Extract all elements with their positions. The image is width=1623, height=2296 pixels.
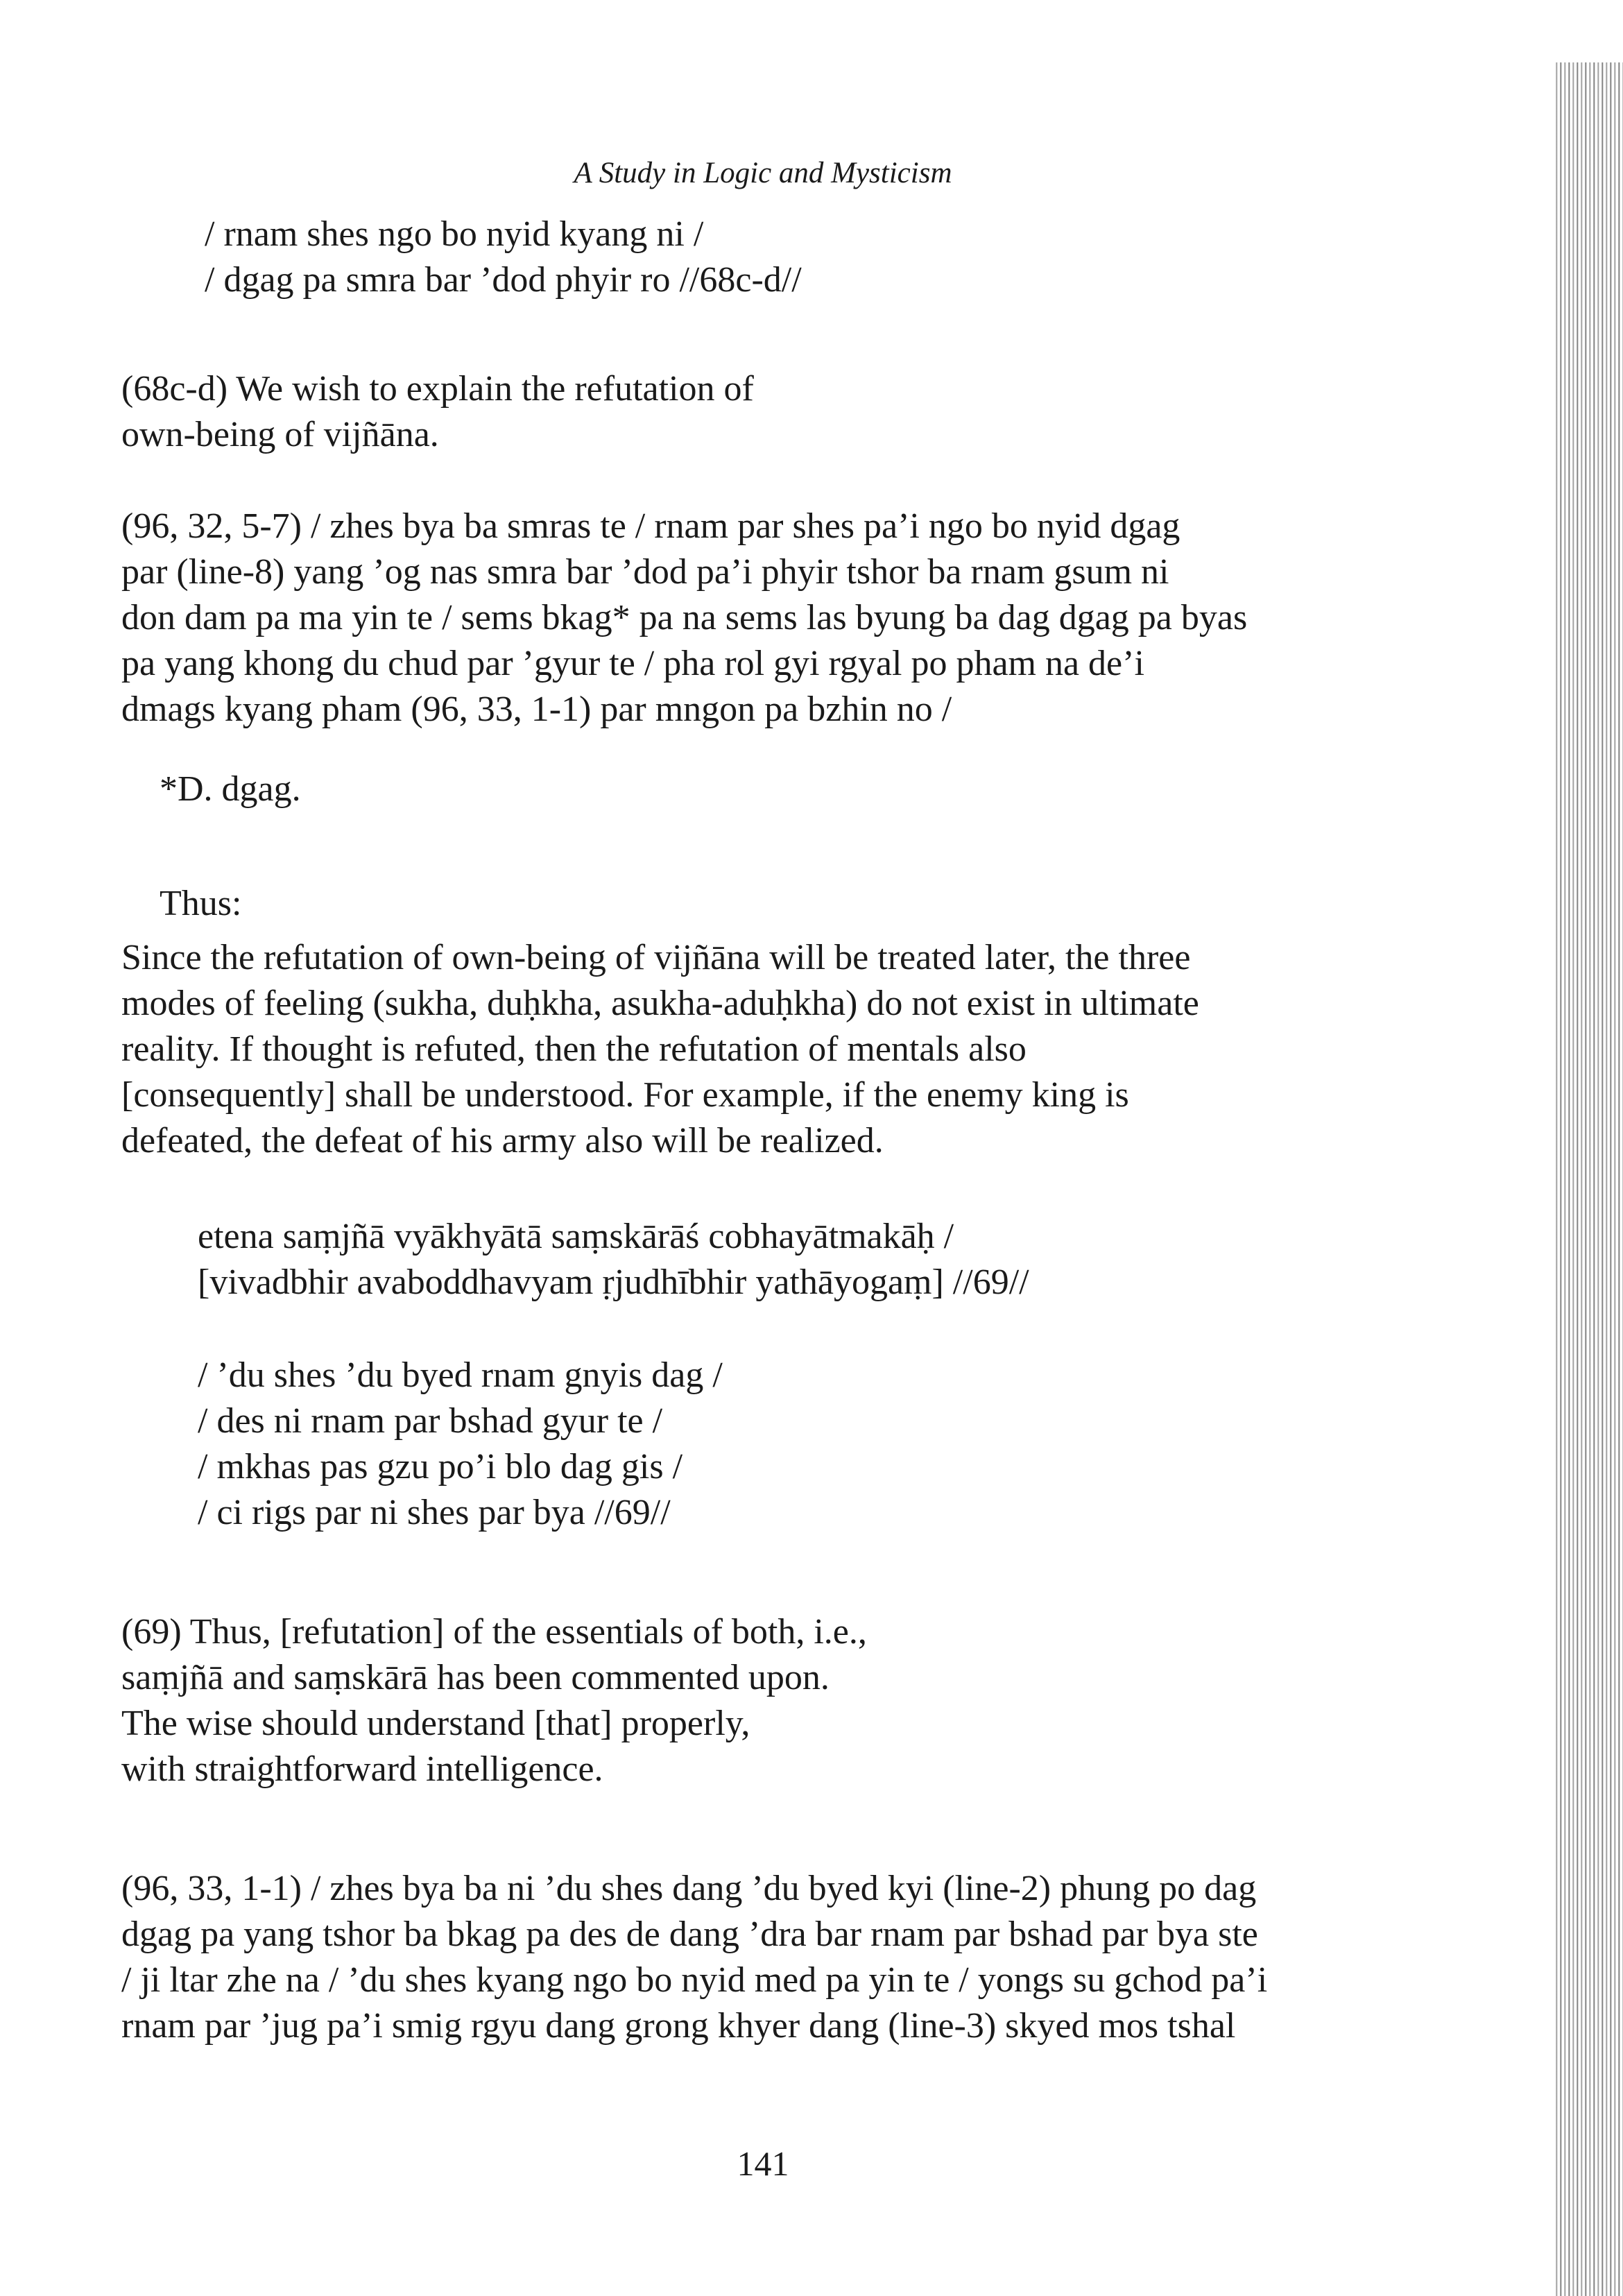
- translation-line: (69) Thus, [refutation] of the essentials of both, i.e.,: [121, 1612, 867, 1652]
- commentary-line: dgag pa yang tshor ba bkag pa des de dang ’dra bar rnam par bshad par bya ste: [121, 1914, 1258, 1954]
- commentary-line: pa yang khong du chud par ’gyur te / pha rol gyi rgyal po pham na de’i: [121, 644, 1144, 683]
- translation-69: [121, 1609, 867, 1792]
- paragraph-line: reality. If thought is refuted, then the refutation of mentals also: [121, 1029, 1027, 1069]
- translation-line: own-being of vijñāna.: [121, 415, 439, 454]
- sanskrit-verse-69: [198, 1214, 1029, 1305]
- commentary-96-33: [121, 1866, 1391, 2049]
- commentary-96-32: [121, 504, 1391, 733]
- commentary-line: par (line-8) yang ’og nas smra bar ’dod pa’i phyir tshor ba rnam gsum ni: [121, 552, 1169, 592]
- verse-line: / des ni rnam par bshad gyur te /: [198, 1401, 663, 1441]
- translation-line: (68c-d) We wish to explain the refutation of: [121, 369, 754, 409]
- paragraph-line: modes of feeling (sukha, duḥkha, asukha-aduḥkha) do not exist in ultimate: [121, 984, 1199, 1023]
- translation-line: The wise should understand [that] properly,: [121, 1704, 750, 1743]
- verse-line: / mkhas pas gzu po’i blo dag gis /: [198, 1447, 683, 1487]
- verse-line: / ci rigs par ni shes par bya //69//: [198, 1493, 671, 1532]
- thus-paragraph: [121, 935, 1391, 1164]
- translation-68cd: [121, 366, 754, 458]
- commentary-line: don dam pa ma yin te / sems bkag* pa na sems las byung ba dag dgag pa byas: [121, 598, 1248, 637]
- thus-label: Thus:: [160, 884, 242, 923]
- commentary-line: (96, 33, 1-1) / zhes bya ba ni ’du shes dang ’du byed kyi (line-2) phung po dag: [121, 1869, 1257, 1908]
- paragraph-line: Since the refutation of own-being of vijñāna will be treated later, the three: [121, 938, 1191, 977]
- commentary-line: (96, 32, 5-7) / zhes bya ba smras te / rnam par shes pa’i ngo bo nyid dgag: [121, 506, 1180, 546]
- commentary-line: dmags kyang pham (96, 33, 1-1) par mngon pa bzhin no /: [121, 689, 952, 729]
- verse-line: / dgag pa smra bar ’dod phyir ro //68c-d//: [205, 260, 802, 300]
- commentary-line: rnam par ’jug pa’i smig rgyu dang grong khyer dang (line-3) skyed mos tshal: [121, 2006, 1236, 2046]
- verse-line: [vivadbhir avaboddhavyam ṛjudhībhir yathāyogaṃ] //69//: [198, 1262, 1029, 1302]
- translation-line: with straightforward intelligence.: [121, 1749, 603, 1789]
- translation-line: saṃjñā and saṃskārā has been commented upon.: [121, 1658, 830, 1697]
- verse-line: / rnam shes ngo bo nyid kyang ni /: [205, 214, 704, 254]
- verse-line: / ’du shes ’du byed rnam gnyis dag /: [198, 1355, 723, 1395]
- scan-binding-edge: [1554, 62, 1623, 2296]
- tibetan-verse-69: [198, 1353, 723, 1536]
- page-number: 141: [737, 2144, 789, 2183]
- paragraph-line: defeated, the defeat of his army also will be realized.: [121, 1121, 884, 1160]
- commentary-line: / ji ltar zhe na / ’du shes kyang ngo bo nyid med pa yin te / yongs su gchod pa’i: [121, 1960, 1268, 2000]
- running-header: A Study in Logic and Mysticism: [574, 157, 952, 189]
- paragraph-line: [consequently] shall be understood. For example, if the enemy king is: [121, 1075, 1129, 1115]
- verse-line: etena saṃjñā vyākhyātā saṃskārāś cobhayātmakāḥ /: [198, 1217, 954, 1256]
- verse-68cd-tibetan: [205, 212, 802, 303]
- footnote: *D. dgag.: [160, 769, 301, 809]
